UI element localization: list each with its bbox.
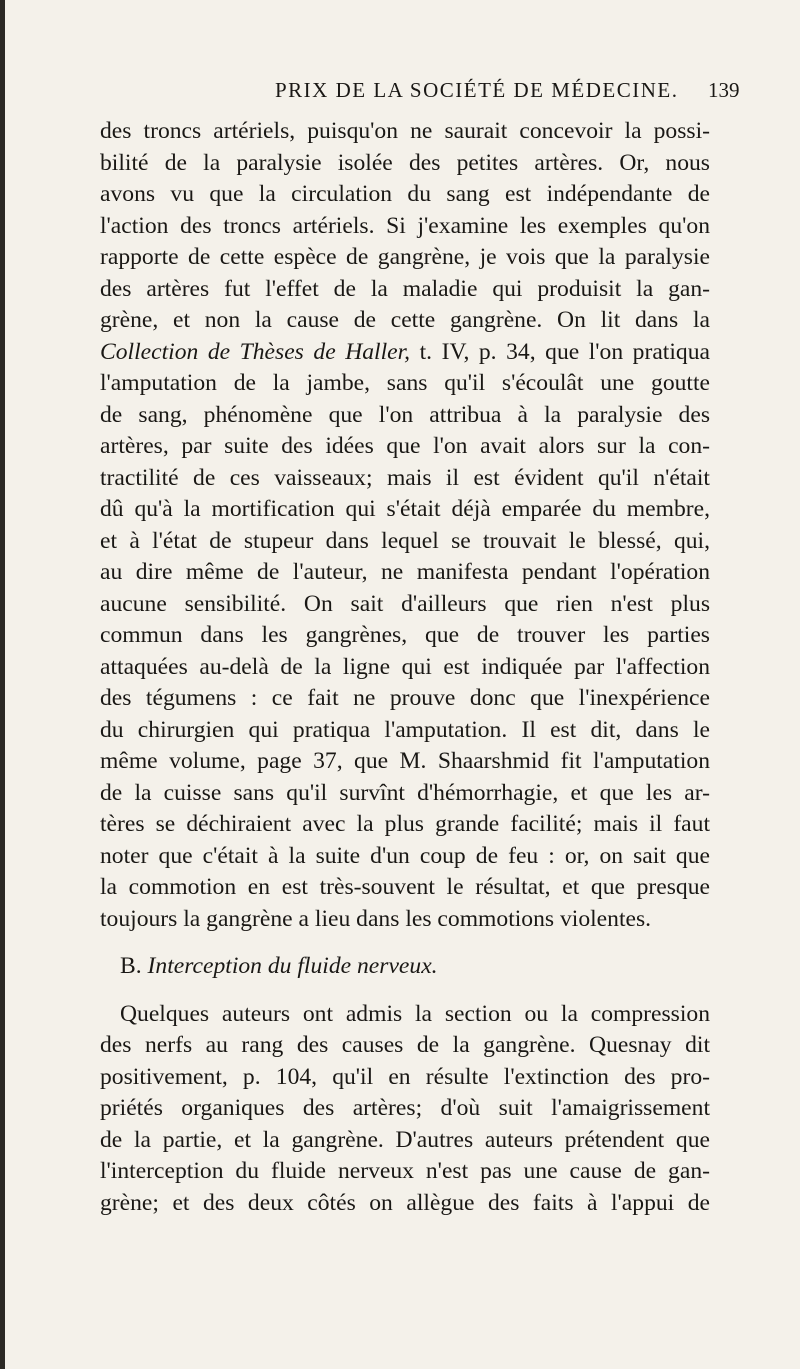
text-line: dû qu'à la mortification qui s'était déjà emparée du membre,	[100, 496, 710, 522]
text-line: avons vu que la circulation du sang est indépendante de	[100, 181, 710, 207]
text-line: des tégumens : ce fait ne prouve donc que l'inexpérience	[100, 685, 710, 711]
section-title: Interception du fluide nerveux.	[147, 953, 438, 979]
text-line: artères, par suite des idées que l'on avait alors sur la con-	[100, 433, 710, 459]
text-line: et à l'état de stupeur dans lequel se trouvait le blessé, qui,	[100, 527, 710, 554]
text-line: des nerfs au rang des causes de la gangrène. Quesnay dit	[100, 1032, 710, 1058]
text-line: grène; et des deux côtés on allègue des faits à l'appui de	[100, 1189, 710, 1216]
section-heading	[100, 951, 710, 983]
text-line: positivement, p. 104, qu'il en résulte l'extinction des pro-	[100, 1063, 710, 1090]
text-line: Quelques auteurs ont admis la section ou la compression	[120, 1000, 710, 1027]
citation-rest: t. IV, p. 34, que l'on pratiqua	[410, 338, 710, 365]
text-line: aucune sensibilité. On sait d'ailleurs que rien n'est plus	[100, 590, 710, 617]
text-line: l'action des troncs artériels. Si j'examine les exemples qu'on	[100, 212, 710, 239]
text-line: grène, et non la cause de cette gangrène. On lit dans la	[100, 307, 710, 333]
text-line: toujours la gangrène a lieu dans les commotions violentes.	[100, 905, 652, 932]
text-line: des troncs artériels, puisqu'on ne saurait concevoir la possi-	[100, 118, 710, 144]
page-binding-edge	[0, 0, 5, 1369]
text-line: attaquées au-delà de la ligne qui est indiquée par l'affection	[100, 653, 710, 680]
page-number: 139	[708, 78, 740, 102]
citation-title: Collection de Thèses de Haller,	[100, 338, 411, 365]
text-line: bilité de la paralysie isolée des petites artères. Or, nous	[100, 149, 710, 176]
section-label: B.	[120, 953, 142, 979]
running-head	[0, 78, 800, 108]
text-line: rapporte de cette espèce de gangrène, je vois que la paralysie	[100, 244, 710, 270]
text-line: la commotion en est très-souvent le résultat, et que presque	[100, 874, 710, 900]
text-line: noter que c'était à la suite d'un coup de feu : or, on sait que	[100, 842, 710, 869]
text-line: tractilité de ces vaisseaux; mais il est évident qu'il n'était	[100, 464, 710, 491]
text-line: l'interception du fluide nerveux n'est pas une cause de gan-	[100, 1158, 710, 1184]
running-title: PRIX DE LA SOCIÉTÉ DE MÉDECINE.	[275, 78, 679, 102]
text-line: tères se déchiraient avec la plus grande facilité; mais il faut	[100, 811, 710, 837]
text-line: de sang, phénomène que l'on attribua à la paralysie des	[100, 401, 710, 428]
text-line: priétés organiques des artères; d'où suit l'amaigrissement	[100, 1095, 710, 1121]
text-line: des artères fut l'effet de la maladie qui produisit la gan-	[100, 275, 710, 302]
text-line: du chirurgien qui pratiqua l'amputation. Il est dit, dans le	[100, 716, 710, 743]
body-text	[100, 116, 710, 1219]
text-line: l'amputation de la jambe, sans qu'il s'écoulât une goutte	[100, 370, 710, 396]
text-line: au dire même de l'auteur, ne manifesta pendant l'opération	[100, 559, 710, 585]
text-line: de la cuisse sans qu'il survînt d'hémorrhagie, et que les ar-	[100, 779, 710, 806]
text-line: de la partie, et la gangrène. D'autres auteurs prétendent que	[100, 1126, 710, 1153]
text-line: même volume, page 37, que M. Shaarshmid fit l'amputation	[100, 748, 710, 774]
text-line: commun dans les gangrènes, que de trouver les parties	[100, 622, 710, 648]
text-line	[100, 337, 710, 369]
